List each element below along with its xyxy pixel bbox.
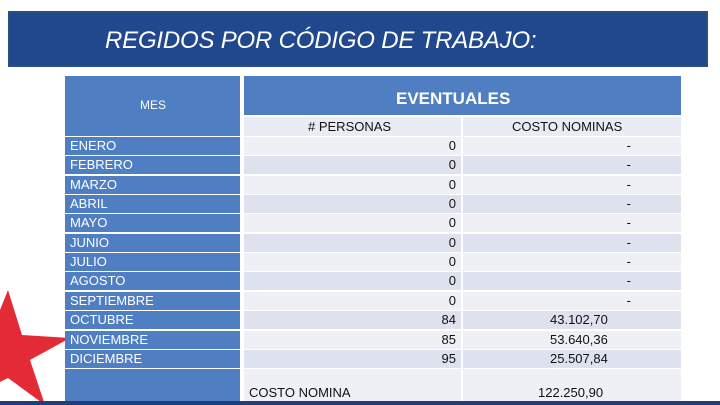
eventuales-group-header — [244, 76, 681, 115]
costo-cell: - — [463, 176, 681, 194]
personas-cell: 85 — [244, 331, 461, 349]
month-cell: JUNIO — [65, 234, 240, 252]
personas-cell: 0 — [244, 272, 461, 290]
costo-cell: - — [463, 234, 681, 252]
costo-cell: - — [463, 195, 681, 213]
costo-cell: - — [463, 253, 681, 271]
table-row — [65, 176, 681, 195]
footer-month-cell — [65, 369, 240, 405]
month-cell: AGOSTO — [65, 272, 240, 290]
footer-label: COSTO NOMINA — [249, 385, 351, 400]
month-cell: MAYO — [65, 214, 240, 232]
title-banner — [8, 11, 708, 67]
table-row — [65, 350, 681, 369]
month-cell: FEBRERO — [65, 156, 240, 174]
footer-total-cell — [463, 369, 681, 405]
month-cell: SEPTIEMBRE — [65, 292, 240, 310]
table-row — [65, 156, 681, 175]
personas-column-header — [244, 117, 461, 136]
costo-header-label: COSTO NOMINAS — [512, 119, 623, 134]
personas-cell: 0 — [244, 234, 461, 252]
page-title: REGIDOS POR CÓDIGO DE TRABAJO: — [105, 27, 537, 54]
personas-cell: 0 — [244, 253, 461, 271]
table-row — [65, 195, 681, 214]
personas-header-label: # PERSONAS — [308, 119, 392, 134]
costo-cell: - — [463, 137, 681, 155]
month-cell: JULIO — [65, 253, 240, 271]
table-row — [65, 292, 681, 311]
personas-cell: 0 — [244, 137, 461, 155]
month-header-label: MES — [140, 98, 167, 112]
footer-label-cell — [244, 369, 461, 405]
month-cell: ABRIL — [65, 195, 240, 213]
personas-cell: 0 — [244, 214, 461, 232]
personas-cell: 95 — [244, 350, 461, 368]
costo-column-header — [463, 117, 681, 136]
table-row — [65, 137, 681, 156]
table-row — [65, 234, 681, 253]
personas-cell: 0 — [244, 195, 461, 213]
month-cell: NOVIEMBRE — [65, 331, 240, 349]
table-row — [65, 253, 681, 272]
costo-cell: 25.507,84 — [463, 350, 681, 368]
costo-cell: - — [463, 156, 681, 174]
month-cell: DICIEMBRE — [65, 350, 240, 368]
decorative-star-icon — [0, 290, 70, 405]
costo-cell: 53.640,36 — [463, 331, 681, 349]
personas-cell: 0 — [244, 156, 461, 174]
eventuales-header-label: EVENTUALES — [396, 89, 511, 108]
month-cell: MARZO — [65, 176, 240, 194]
personas-cell: 0 — [244, 292, 461, 310]
personas-cell: 84 — [244, 311, 461, 329]
costo-cell: - — [463, 292, 681, 310]
costo-cell: - — [463, 214, 681, 232]
table-row — [65, 214, 681, 233]
month-cell: OCTUBRE — [65, 311, 240, 329]
footer-total: 122.250,90 — [538, 385, 604, 400]
month-cell: ENERO — [65, 137, 240, 155]
table-row — [65, 272, 681, 291]
personas-cell: 0 — [244, 176, 461, 194]
bottom-divider — [0, 401, 720, 405]
costo-cell: 43.102,70 — [463, 311, 681, 329]
table-row — [65, 331, 681, 350]
table-row — [65, 311, 681, 330]
costo-cell: - — [463, 272, 681, 290]
month-column-header — [65, 76, 240, 136]
